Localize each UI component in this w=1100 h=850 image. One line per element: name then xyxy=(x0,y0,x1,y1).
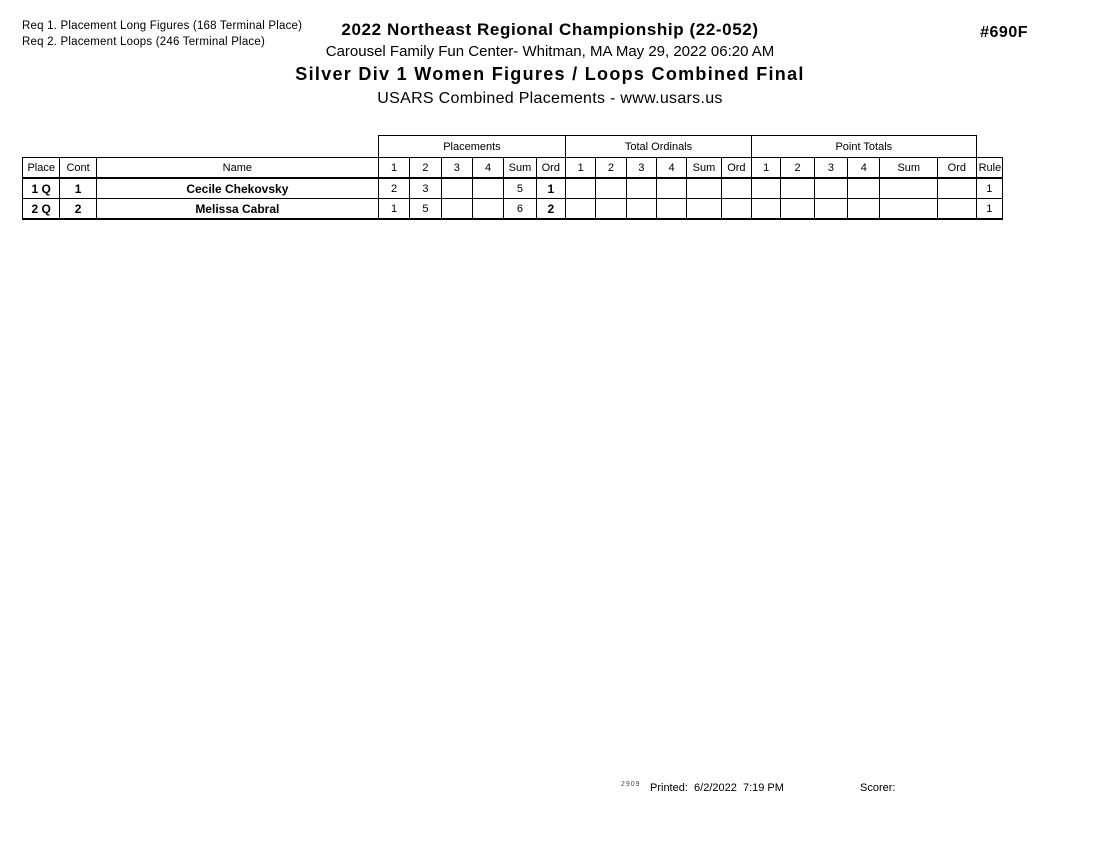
skater-name-cell: Cecile Chekovsky xyxy=(96,178,378,199)
col-header-placements-3: 3 xyxy=(441,158,472,179)
group-header-row xyxy=(23,136,1003,158)
contestant-number-cell: 1 xyxy=(60,178,96,199)
col-header-rule: Rule xyxy=(976,158,1002,179)
points-ord-cell xyxy=(938,199,977,220)
skater-row-1 xyxy=(23,178,1003,199)
points-sum-cell xyxy=(880,199,938,220)
skater-name-cell: Melissa Cabral xyxy=(96,199,378,220)
place-cell: 2 Q xyxy=(23,199,60,220)
requirement-line-2: Req 2. Placement Loops (246 Terminal Place) xyxy=(22,35,265,48)
printed-timestamp: Printed: 6/2/2022 7:19 PM xyxy=(650,782,784,794)
ordinals-4-cell xyxy=(656,178,686,199)
points-ord-cell xyxy=(938,178,977,199)
placement-ord-cell: 2 xyxy=(536,199,565,220)
placement-1-cell: 1 xyxy=(378,199,409,220)
placement-4-cell xyxy=(472,199,503,220)
col-header-points-2: 2 xyxy=(781,158,814,179)
ordinals-1-cell xyxy=(565,178,595,199)
column-header-row xyxy=(23,158,1003,179)
col-header-name: Name xyxy=(96,158,378,179)
points-4-cell xyxy=(848,199,880,220)
ordinals-4-cell xyxy=(656,199,686,220)
col-header-placements-sum: Sum xyxy=(504,158,536,179)
col-header-points-sum: Sum xyxy=(880,158,938,179)
placement-3-cell xyxy=(441,199,472,220)
col-header-place: Place xyxy=(23,158,60,179)
col-header-ordinals-2: 2 xyxy=(596,158,626,179)
points-2-cell xyxy=(781,199,814,220)
col-header-placements-ord: Ord xyxy=(536,158,565,179)
event-title: Silver Div 1 Women Figures / Loops Combined Final xyxy=(295,64,805,84)
col-header-ordinals-sum: Sum xyxy=(687,158,721,179)
championship-title: 2022 Northeast Regional Championship (22-052) xyxy=(341,20,759,39)
points-3-cell xyxy=(814,178,847,199)
venue-date-line: Carousel Family Fun Center- Whitman, MA May 29, 2022 06:20 AM xyxy=(325,43,775,60)
point-totals-group-header: Point Totals xyxy=(752,136,977,158)
ordinals-2-cell xyxy=(596,178,626,199)
col-header-ordinals-ord: Ord xyxy=(721,158,751,179)
ordinals-sum-cell xyxy=(687,178,721,199)
group-header-spacer-left xyxy=(23,136,379,158)
points-4-cell xyxy=(848,178,880,199)
col-header-placements-4: 4 xyxy=(472,158,503,179)
skater-row-2 xyxy=(23,199,1003,220)
col-header-placements-2: 2 xyxy=(410,158,441,179)
requirement-line-1: Req 1. Placement Long Figures (168 Terminal Place) xyxy=(22,20,303,32)
event-number: #690F xyxy=(980,24,1028,41)
col-header-ordinals-1: 1 xyxy=(565,158,595,179)
points-1-cell xyxy=(752,199,781,220)
col-header-cont: Cont xyxy=(60,158,96,179)
ordinals-3-cell xyxy=(626,178,656,199)
points-1-cell xyxy=(752,178,781,199)
results-table xyxy=(22,135,1003,220)
placement-4-cell xyxy=(472,178,503,199)
placement-sum-cell: 6 xyxy=(504,199,536,220)
rule-cell: 1 xyxy=(976,178,1002,199)
total-ordinals-group-header: Total Ordinals xyxy=(565,136,751,158)
placement-3-cell xyxy=(441,178,472,199)
col-header-ordinals-3: 3 xyxy=(626,158,656,179)
col-header-points-ord: Ord xyxy=(938,158,977,179)
placement-2-cell: 3 xyxy=(410,178,441,199)
requirements-block xyxy=(22,19,302,50)
placements-group-header: Placements xyxy=(378,136,565,158)
place-cell: 1 Q xyxy=(23,178,60,199)
points-3-cell xyxy=(814,199,847,220)
col-header-placements-1: 1 xyxy=(378,158,409,179)
col-header-points-3: 3 xyxy=(814,158,847,179)
placement-ord-cell: 1 xyxy=(536,178,565,199)
col-header-points-4: 4 xyxy=(848,158,880,179)
contestant-number-cell: 2 xyxy=(60,199,96,220)
col-header-points-1: 1 xyxy=(752,158,781,179)
placement-1-cell: 2 xyxy=(378,178,409,199)
placement-sum-cell: 5 xyxy=(504,178,536,199)
ordinals-2-cell xyxy=(596,199,626,220)
points-2-cell xyxy=(781,178,814,199)
ordinals-3-cell xyxy=(626,199,656,220)
ordinals-ord-cell xyxy=(721,178,751,199)
placement-2-cell: 5 xyxy=(410,199,441,220)
report-footer xyxy=(0,780,1100,800)
rule-cell: 1 xyxy=(976,199,1002,220)
points-sum-cell xyxy=(880,178,938,199)
col-header-ordinals-4: 4 xyxy=(656,158,686,179)
ordinals-1-cell xyxy=(565,199,595,220)
ordinals-sum-cell xyxy=(687,199,721,220)
report-subtitle: USARS Combined Placements - www.usars.us xyxy=(377,90,723,107)
ordinals-ord-cell xyxy=(721,199,751,220)
group-header-spacer-right xyxy=(976,136,1002,158)
software-version-note: 2909 xyxy=(621,781,641,788)
scorer-label: Scorer: xyxy=(860,782,896,794)
